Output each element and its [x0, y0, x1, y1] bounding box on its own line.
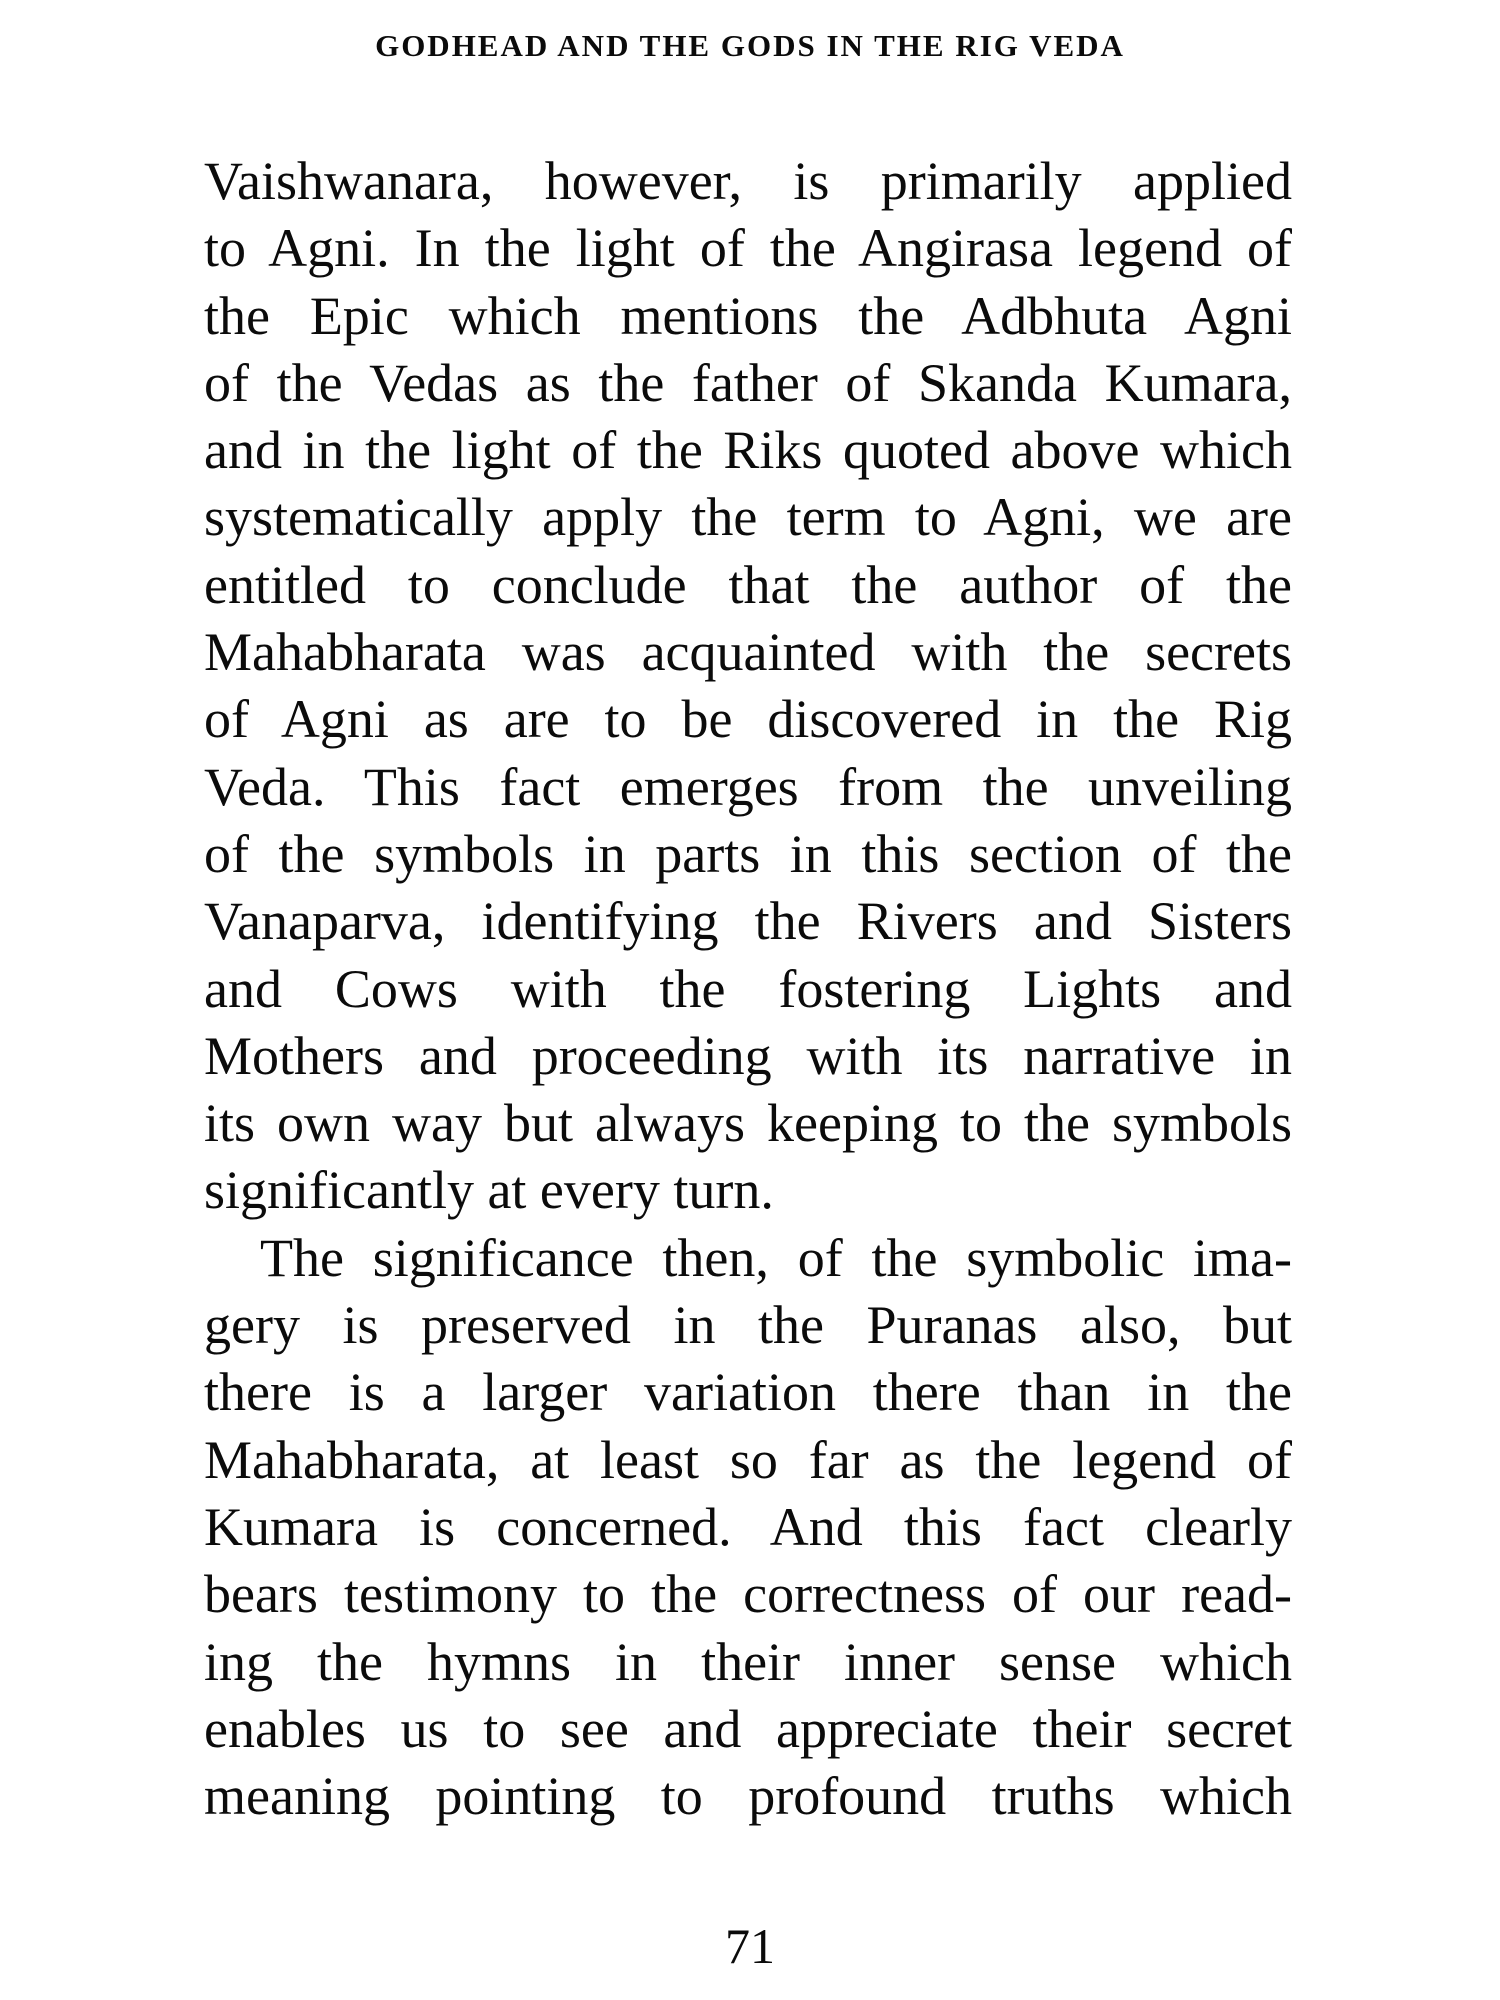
text-line: enables us to see and appreciate their secret [204, 1698, 1292, 1759]
text-line: gery is preserved in the Puranas also, but [204, 1295, 1292, 1356]
text-line: systematically apply the term to Agni, we are [204, 487, 1292, 548]
text-line: Vaishwanara, however, is primarily applied [204, 151, 1292, 211]
text-line: of Agni as are to be discovered in the Rig [204, 689, 1292, 750]
text-line: ing the hymns in their inner sense which [204, 1631, 1292, 1692]
text-line: to Agni. In the light of the Angirasa legend of [204, 218, 1292, 279]
text-line: bears testimony to the correctness of our read- [204, 1564, 1292, 1625]
page-body [204, 148, 1292, 1830]
text-line: Mahabharata was acquainted with the secrets [204, 622, 1292, 683]
paragraph-1 [204, 148, 1292, 1225]
text-line: its own way but always keeping to the symbols [204, 1093, 1292, 1154]
text-line: and in the light of the Riks quoted above which [204, 420, 1292, 481]
text-line: The significance then, of the symbolic ima- [260, 1227, 1292, 1288]
running-head: GODHEAD AND THE GODS IN THE RIG VEDA [375, 28, 1125, 63]
text-line: Mothers and proceeding with its narrative in [204, 1025, 1292, 1086]
text-line: Kumara is concerned. And this fact clearly [204, 1496, 1292, 1557]
text-line: the Epic which mentions the Adbhuta Agni [204, 285, 1292, 346]
page-number: 71 [725, 1918, 775, 1974]
text-line: significantly at every turn. [204, 1160, 774, 1221]
text-line: of the symbols in parts in this section of the [204, 823, 1292, 884]
paragraph-2 [204, 1225, 1292, 1831]
text-line: Vanaparva, identifying the Rivers and Sisters [204, 891, 1292, 952]
text-line: Veda. This fact emerges from the unveiling [204, 756, 1292, 817]
text-line: and Cows with the fostering Lights and [204, 958, 1292, 1019]
text-line: entitled to conclude that the author of the [204, 554, 1292, 615]
text-line: there is a larger variation there than in the [204, 1362, 1292, 1423]
text-line: Mahabharata, at least so far as the legend of [204, 1429, 1292, 1490]
text-line: of the Vedas as the father of Skanda Kumara, [204, 352, 1292, 413]
text-line: meaning pointing to profound truths which [204, 1766, 1292, 1827]
